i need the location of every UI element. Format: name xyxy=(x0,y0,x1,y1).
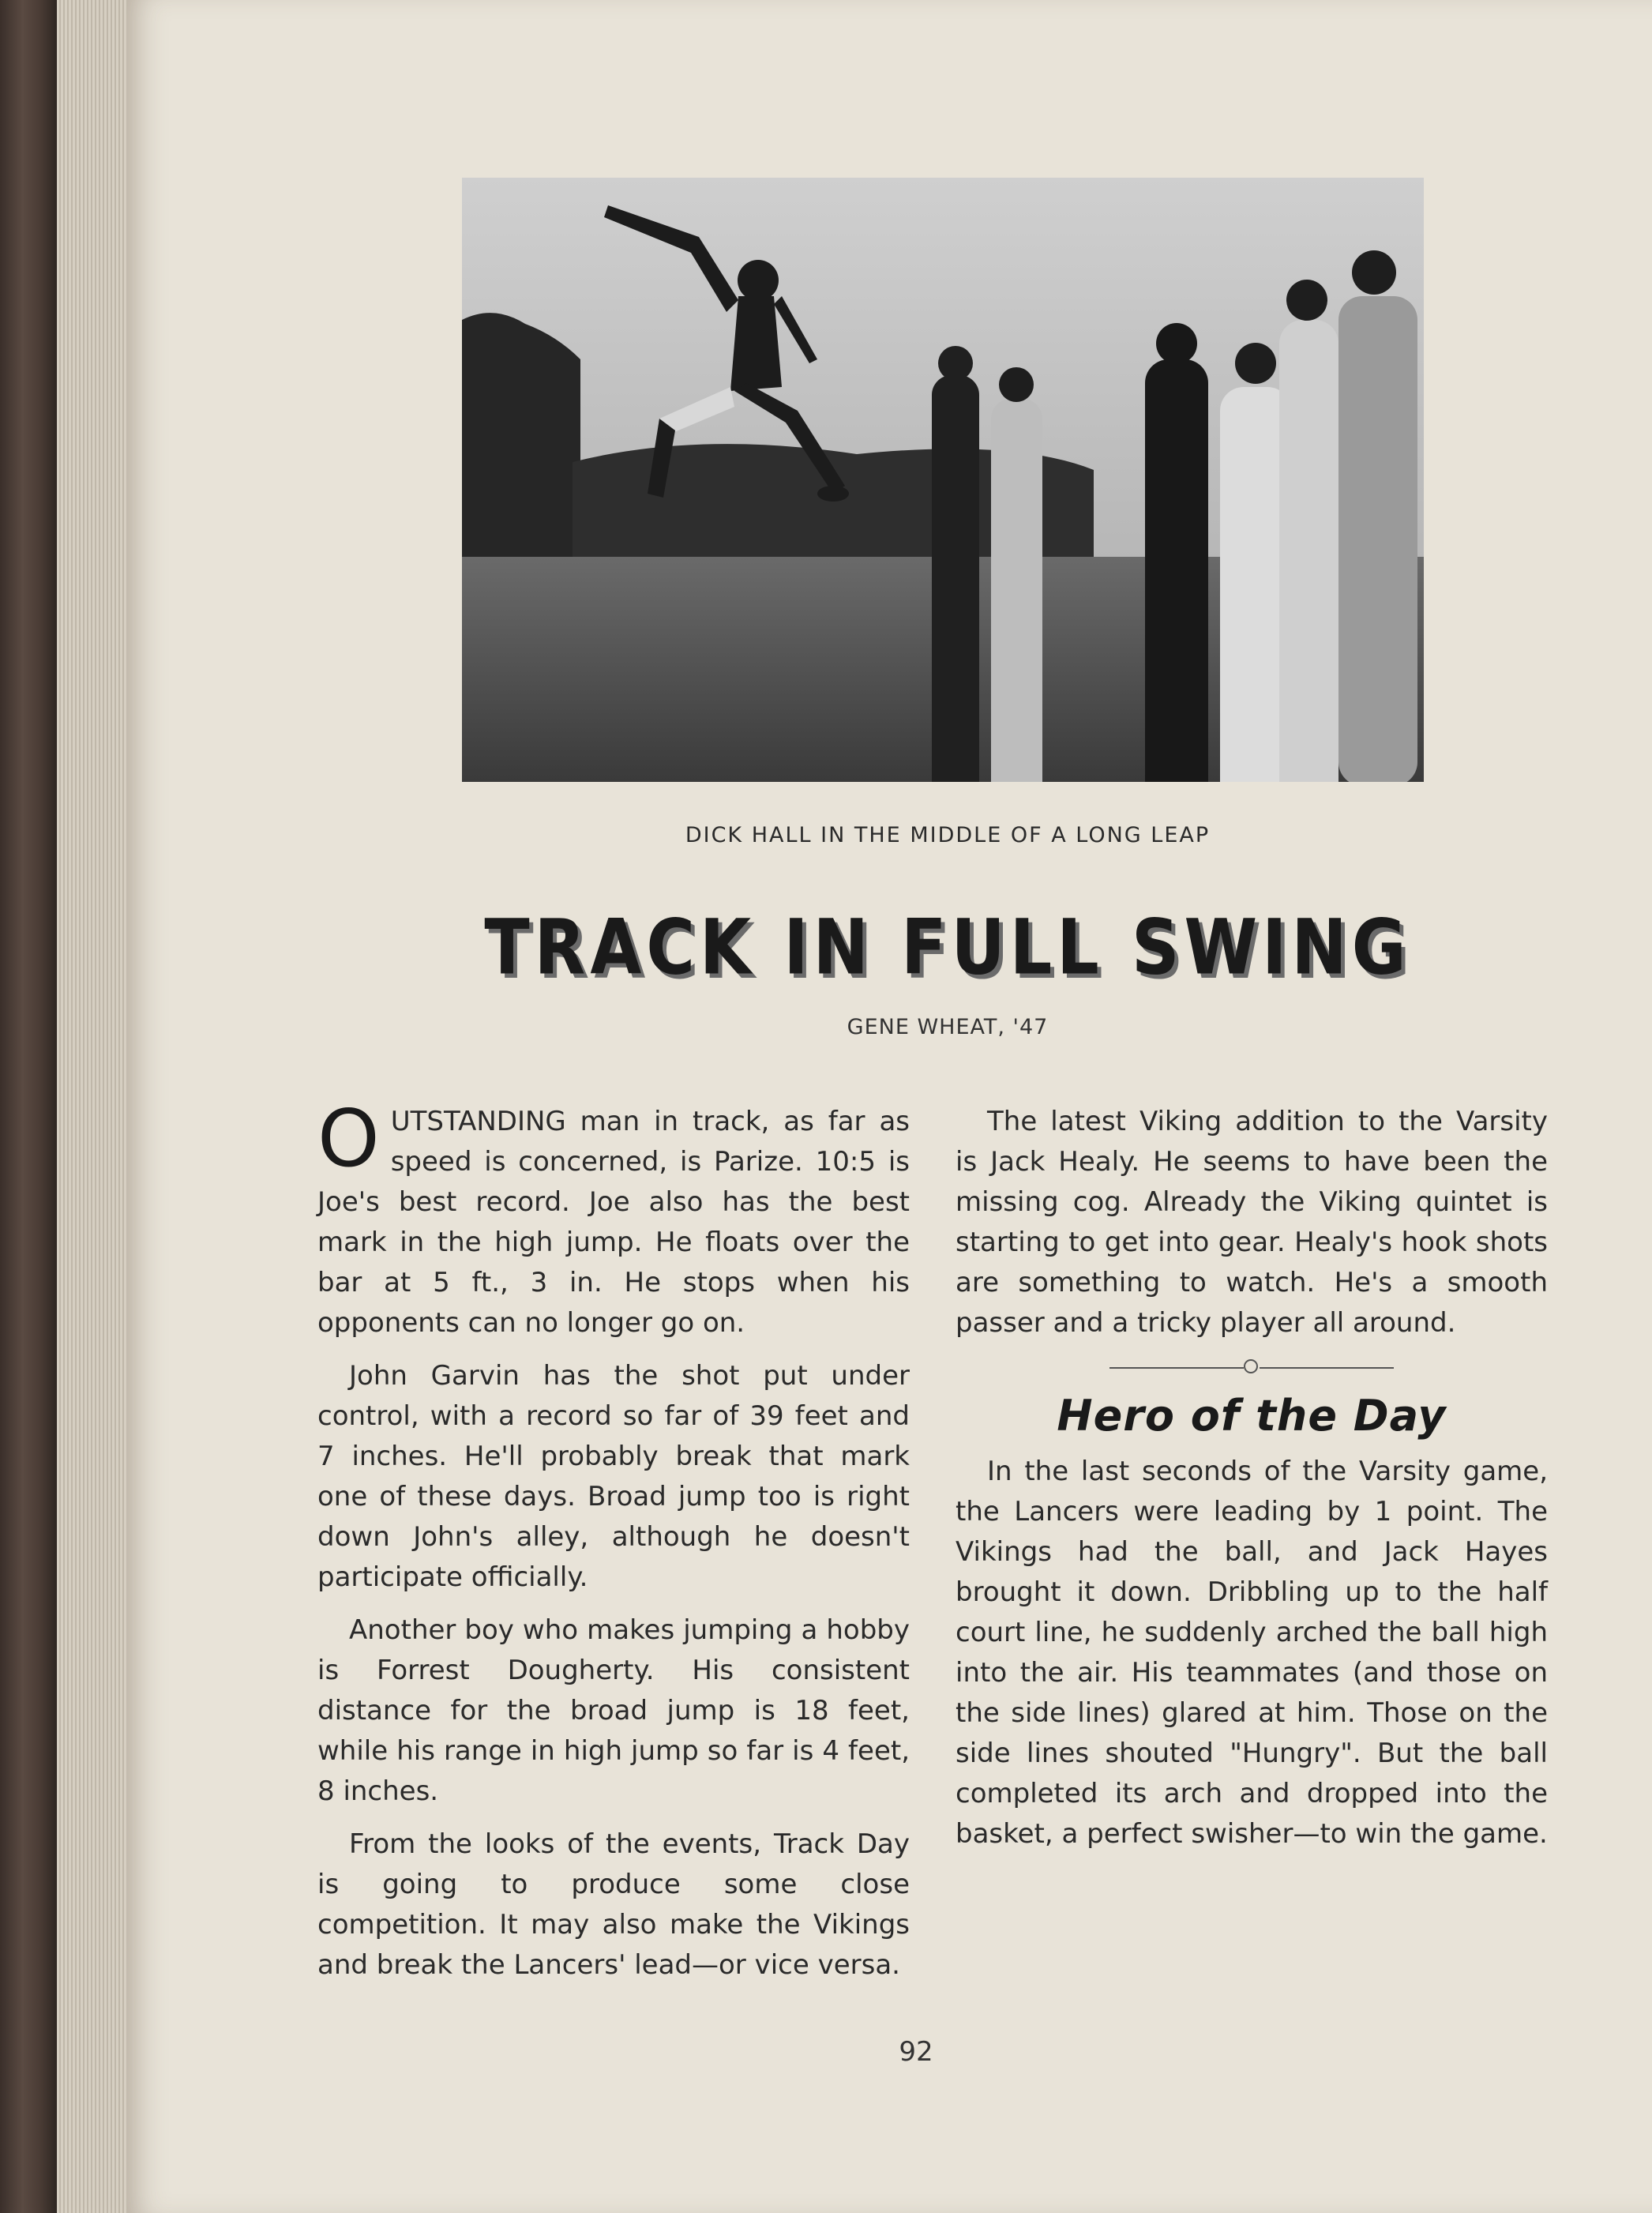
right-column xyxy=(956,1102,1548,1867)
section-subhead: Hero of the Day xyxy=(1057,1391,1447,1441)
page-edges xyxy=(57,0,136,2213)
left-paragraph-1 xyxy=(317,1092,910,1343)
divider-line-left xyxy=(1109,1367,1244,1369)
left-paragraph-2: John Garvin has the shot put under control, with a record so far of 39 feet and 7 inches. He'll probably break that mark one of these days. Broad jump too is right down John's alley, although he doesn't participate officially. xyxy=(317,1360,910,1593)
divider-circle-icon xyxy=(1244,1359,1258,1373)
long-jump-photo xyxy=(462,178,1424,782)
left-paragraph-3: Another boy who makes jumping a hobby is Forrest Dougherty. His consistent distance for the broad jump is 18 feet, while his range in high jump so far is 4 feet, 8 inches. xyxy=(317,1614,910,1807)
article-byline: GENE WHEAT, '47 xyxy=(847,1015,1049,1039)
page-number: 92 xyxy=(899,2036,933,2068)
divider-line-right xyxy=(1260,1367,1394,1369)
left-paragraph-4: From the looks of the events, Track Day is going to produce some close competition. It may also make the Vikings and break the Lancers' lead—or vice versa. xyxy=(317,1828,910,1981)
drop-cap: O xyxy=(317,1092,380,1185)
right-paragraph-1: The latest Viking addition to the Varsity is Jack Healy. He seems to have been the missing cog. Already the Viking quintet is starting to get into gear. Healy's hook shots are something to watch. He's a smooth passer and a tricky player all around. xyxy=(956,1106,1548,1339)
left-column xyxy=(317,1092,910,1998)
left-paragraph-1-text: UTSTANDING man in track, as far as speed is concerned, is Parize. 10:5 is Joe's best record. Joe also has the best mark in the high jump. He floats over the bar at 5 ft., 3 in. He stops when his opponents can no longer go on. xyxy=(317,1106,910,1339)
book-spine xyxy=(0,0,57,2213)
section-divider xyxy=(956,1356,1548,1380)
photo-caption: DICK HALL IN THE MIDDLE OF A LONG LEAP xyxy=(685,823,1211,847)
right-paragraph-2: In the last seconds of the Varsity game, the Lancers were leading by 1 point. The Vikings had the ball, and Jack Hayes brought it down. Dribbling up to the half court line, he suddenly arched the ball high into the air. His teammates (and those on the side lines) glared at him. Those on the side lines shouted "Hungry". But the ball completed its arch and dropped into the basket, a perfect swisher—to win the game. xyxy=(956,1456,1548,1850)
photo-long-jump-icon xyxy=(462,178,1424,782)
article-headline: TRACK IN FULL SWING xyxy=(484,902,1411,992)
